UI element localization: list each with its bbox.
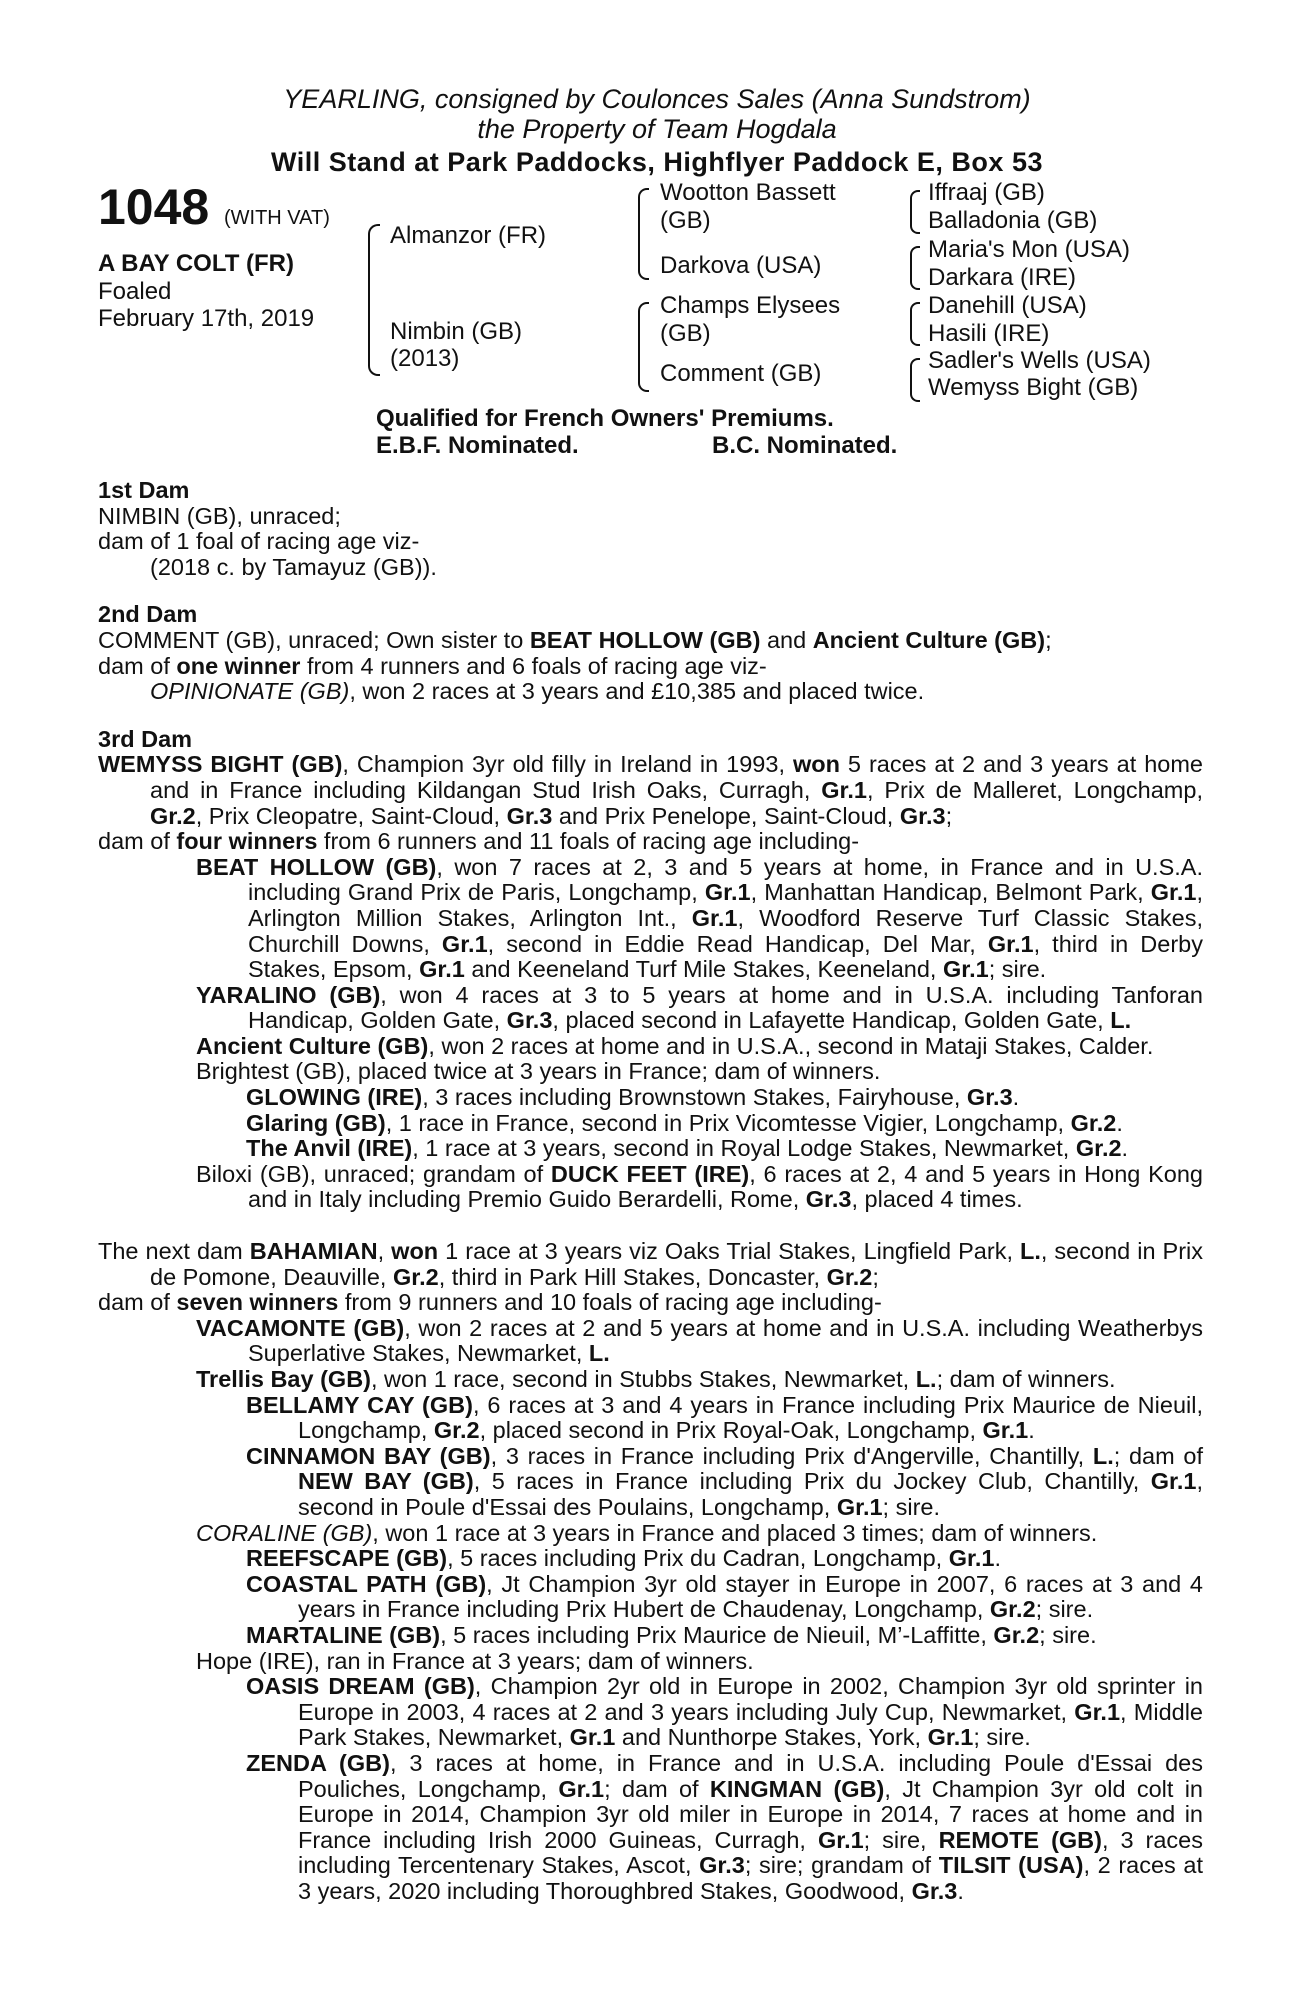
foaled-date: February 17th, 2019 xyxy=(98,305,315,332)
grandsire-3: Maria's Mon (USA) xyxy=(928,236,1130,263)
produce-yaralino: YARALINO (GB), won 4 races at 3 to 5 years at home and in U.S.A. including Tanforan Handicap, Golden Gate, Gr.3, placed second in Lafayette Handicap, Golden Gate, L. xyxy=(196,981,1203,1034)
produce-hope: Hope (IRE), ran in France at 3 years; dam of winners. xyxy=(196,1647,754,1674)
granddam-8: Wemyss Bight (GB) xyxy=(928,374,1139,401)
granddam-4: Darkara (IRE) xyxy=(928,264,1077,291)
second-dam-winners: dam of one winner from 4 runners and 6 foals of racing age viz- xyxy=(98,652,767,679)
second-dam-line: COMMENT (GB), unraced; Own sister to BEAT HOLLOW (GB) and Ancient Culture (GB); xyxy=(98,626,1052,653)
second-dam-produce: OPINIONATE (GB), won 2 races at 3 years and £10,385 and placed twice. xyxy=(150,678,925,705)
produce-brightest: Brightest (GB), placed twice at 3 years in France; dam of winners. xyxy=(196,1058,881,1085)
lot-number: 1048 xyxy=(98,179,210,235)
lot-title: A BAY COLT (FR) xyxy=(98,250,294,277)
pedigree-bracket-g4 xyxy=(910,358,920,402)
produce-glowing: GLOWING (IRE), 3 races including Brownstown Stakes, Fairyhouse, Gr.3. xyxy=(246,1084,1020,1111)
third-dam-winners: dam of four winners from 6 runners and 11 foals of racing age including- xyxy=(98,828,860,855)
granddam-6: Hasili (IRE) xyxy=(928,320,1050,347)
pedigree-bracket-g2 xyxy=(910,246,920,290)
premiums-note: Qualified for French Owners' Premiums. xyxy=(376,405,834,432)
dam-sire-name: Champs Elysees xyxy=(660,292,841,319)
produce-martaline: MARTALINE (GB), 5 races including Prix Maurice de Nieuil, M’-Laffitte, Gr.2; sire. xyxy=(246,1621,1097,1648)
pedigree-bracket-main xyxy=(368,224,380,376)
sire-sire-name: Wootton Bassett xyxy=(660,179,836,206)
bc-note: B.C. Nominated. xyxy=(712,432,898,459)
pedigree-bracket-g1 xyxy=(910,190,920,234)
grandsire-7: Sadler's Wells (USA) xyxy=(928,347,1151,374)
dam-name: Nimbin (GB) xyxy=(390,318,523,345)
produce-trellis-bay: Trellis Bay (GB), won 1 race, second in Stubbs Stakes, Newmarket, L.; dam of winners. xyxy=(196,1366,1116,1392)
next-dam-winners: dam of seven winners from 9 runners and 10 foals of racing age including- xyxy=(98,1289,882,1316)
produce-the-anvil: The Anvil (IRE), 1 race at 3 years, second in Royal Lodge Stakes, Newmarket, Gr.2. xyxy=(246,1135,1129,1162)
produce-biloxi: Biloxi (GB), unraced; grandam of DUCK FEET (IRE), 6 races at 2, 4 and 5 years in Hong Kong and in Italy including Premio Guido Berardelli, Rome, Gr.3, placed 4 times. xyxy=(196,1160,1203,1213)
dam-sire-country: (GB) xyxy=(660,320,711,347)
produce-beat-hollow: BEAT HOLLOW (GB), won 7 races at 2, 3 and 5 years at home, in France and in U.S.A. including Grand Prix de Paris, Longchamp, Gr.1, Manhattan Handicap, Belmont Park, Gr.1, Arlington Million Stakes, Arlington Int., Gr.1, Woodford Reserve Turf Classic Stakes, Churchill Downs, Gr.1, second in Eddie Read Handicap, Del Mar, Gr.1, third in Derby Stakes, Epsom, Gr.1 and Keeneland Turf Mile Stakes, Keeneland, Gr.1; sire. xyxy=(196,853,1203,983)
produce-cinnamon-bay: CINNAMON BAY (GB), 3 races in France including Prix d'Angerville, Chantilly, L.; dam of NEW BAY (GB), 5 races in France including Prix du Jockey Club, Chantilly, Gr.1, second in Poule d'Essai des Poulains, Longchamp, Gr.1; sire. xyxy=(246,1442,1204,1520)
sire-name: Almanzor (FR) xyxy=(390,222,547,249)
produce-vacamonte: VACAMONTE (GB), won 2 races at 2 and 5 years at home and in U.S.A. including Weatherbys Superlative Stakes, Newmarket, L. xyxy=(196,1314,1203,1367)
dam-dam-name: Comment (GB) xyxy=(660,360,822,387)
property-line: the Property of Team Hogdala xyxy=(477,114,837,144)
third-dam-heading: 3rd Dam xyxy=(98,725,193,752)
next-dam-line: The next dam BAHAMIAN, won 1 race at 3 years viz Oaks Trial Stakes, Lingfield Park, L., second in Prix de Pomone, Deauville, Gr.2, third in Park Hill Stakes, Doncaster, Gr.2; xyxy=(98,1238,1204,1290)
grandsire-5: Danehill (USA) xyxy=(928,292,1087,319)
catalogue-body xyxy=(98,478,1203,1904)
dam-year: (2013) xyxy=(390,345,460,372)
first-dam-line: NIMBIN (GB), unraced; xyxy=(98,502,341,529)
sire-dam-name: Darkova (USA) xyxy=(660,252,822,279)
produce-glaring: Glaring (GB), 1 race in France, second in Prix Vicomtesse Vigier, Longchamp, Gr.2. xyxy=(246,1109,1123,1136)
vat-label: (WITH VAT) xyxy=(224,207,330,229)
third-dam-line: WEMYSS BIGHT (GB), Champion 3yr old filly in Ireland in 1993, won 5 races at 2 and 3 years at home and in France including Kildangan Stud Irish Oaks, Curragh, Gr.1, Prix de Malleret, Longchamp, Gr.2, Prix Cleopatre, Saint-Cloud, Gr.3 and Prix Penelope, Saint-Cloud, Gr.3; xyxy=(98,751,1203,829)
pedigree-bracket-g3 xyxy=(910,302,920,346)
produce-bellamy-cay: BELLAMY CAY (GB), 6 races at 3 and 4 years in France including Prix Maurice de Nieuil, Longchamp, Gr.2, placed second in Prix Royal-Oak, Longchamp, Gr.1. xyxy=(246,1391,1203,1444)
second-dam-heading: 2nd Dam xyxy=(98,601,198,628)
granddam-2: Balladonia (GB) xyxy=(928,207,1098,234)
consignor-line: YEARLING, consigned by Coulonces Sales (Anna Sundstrom) xyxy=(283,84,1031,114)
produce-coastal-path: COASTAL PATH (GB), Jt Champion 3yr old stayer in Europe in 2007, 6 races at 3 and 4 years in France including Prix Hubert de Chaudenay, Longchamp, Gr.2; sire. xyxy=(246,1570,1203,1623)
first-dam-produce: (2018 c. by Tamayuz (GB)). xyxy=(150,553,437,580)
pedigree-bracket-dam xyxy=(638,302,649,392)
sire-sire-country: (GB) xyxy=(660,207,711,234)
produce-oasis-dream: OASIS DREAM (GB), Champion 2yr old in Europe in 2002, Champion 3yr old sprinter in Europe in 2003, 4 races at 2 and 3 years including July Cup, Newmarket, Gr.1, Middle Park Stakes, Newmarket, Gr.1 and Nunthorpe Stakes, York, Gr.1; sire. xyxy=(246,1673,1204,1751)
produce-coraline: CORALINE (GB), won 1 race at 3 years in France and placed 3 times; dam of winners. xyxy=(196,1519,1098,1546)
first-dam-heading: 1st Dam xyxy=(98,477,190,503)
stand-location: Will Stand at Park Paddocks, Highflyer Paddock E, Box 53 xyxy=(271,147,1043,177)
foaled-label: Foaled xyxy=(98,278,172,305)
produce-reefscape: REEFSCAPE (GB), 5 races including Prix du Cadran, Longchamp, Gr.1. xyxy=(246,1545,1001,1572)
produce-ancient-culture: Ancient Culture (GB), won 2 races at home and in U.S.A., second in Mataji Stakes, Calder. xyxy=(196,1032,1154,1059)
ebf-note: E.B.F. Nominated. xyxy=(376,432,579,459)
grandsire-1: Iffraaj (GB) xyxy=(928,179,1045,206)
produce-zenda: ZENDA (GB), 3 races at home, in France and in U.S.A. including Poule d'Essai des Pouliches, Longchamp, Gr.1; dam of KINGMAN (GB), Jt Champion 3yr old colt in Europe in 2014, Champion 3yr old miler in Europe in 2014, 7 races at home and in France including Irish 2000 Guineas, Curragh, Gr.1; sire, REMOTE (GB), 3 races including Tercentenary Stakes, Ascot, Gr.3; sire; grandam of TILSIT (USA), 2 races at 3 years, 2020 including Thoroughbred Stakes, Goodwood, Gr.3. xyxy=(246,1749,1204,1904)
pedigree-bracket-sire xyxy=(638,188,649,280)
first-dam-foals: dam of 1 foal of racing age viz- xyxy=(98,528,420,555)
